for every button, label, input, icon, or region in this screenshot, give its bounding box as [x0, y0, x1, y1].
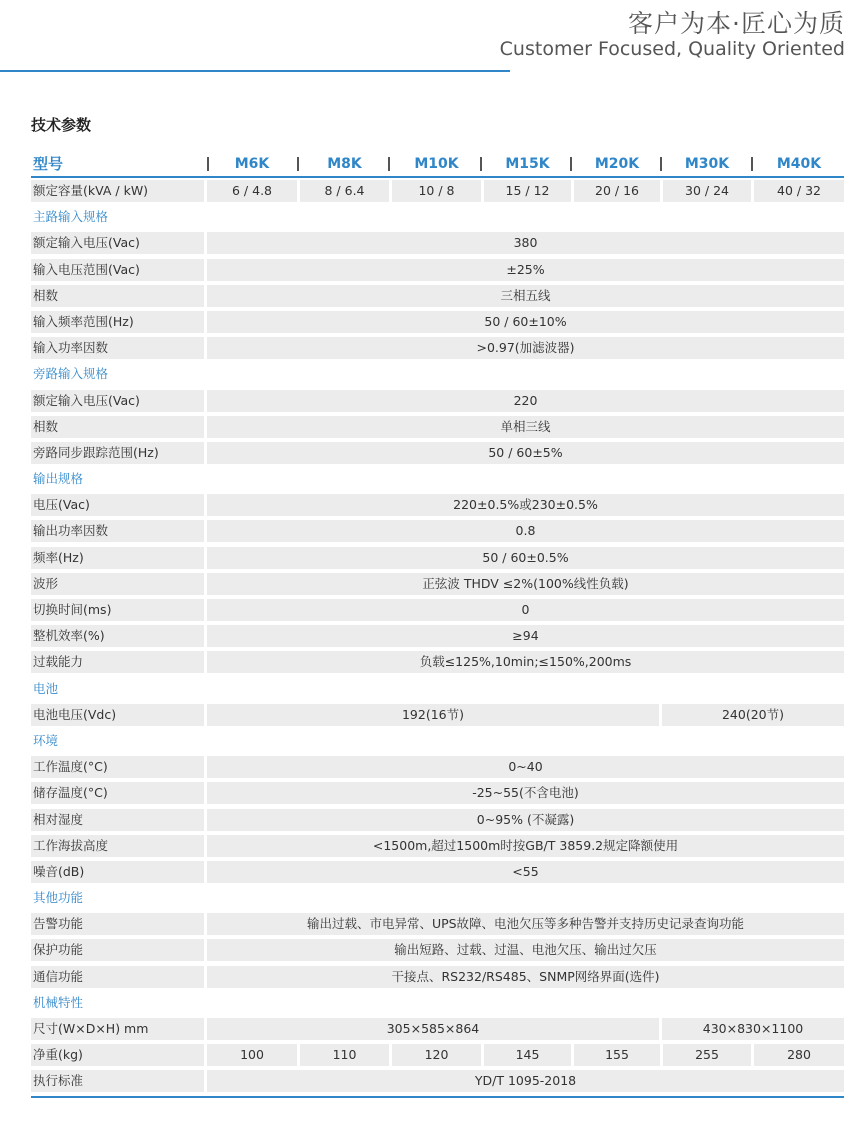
row-value: 120	[392, 1044, 481, 1066]
table-row	[31, 545, 844, 571]
row-label: 输入功率因数	[31, 337, 204, 359]
section-title: 技术参数	[31, 116, 92, 134]
table-row	[31, 833, 844, 859]
row-value: 50 / 60±0.5%	[207, 547, 844, 569]
model-name: M20K	[594, 156, 640, 172]
row-value: 280	[754, 1044, 844, 1066]
model-name: M8K	[327, 156, 362, 172]
row-label: 额定输入电压(Vac)	[31, 232, 204, 254]
table-row	[31, 597, 844, 623]
separator	[480, 157, 482, 171]
row-label: 额定输入电压(Vac)	[31, 390, 204, 412]
model-label: 型号	[33, 155, 64, 173]
row-label: 切换时间(ms)	[31, 599, 204, 621]
separator	[388, 157, 390, 171]
table-row	[31, 964, 844, 990]
model-name: M6K	[234, 156, 270, 172]
row-label: 相对湿度	[31, 809, 204, 831]
row-value: 192(16节)	[207, 704, 659, 726]
table-row	[31, 178, 844, 204]
row-value: ≥94	[207, 625, 844, 647]
row-value: 110	[300, 1044, 389, 1066]
row-label: 输入电压范围(Vac)	[31, 259, 204, 281]
row-value: 输出短路、过载、过温、电池欠压、输出过欠压	[207, 939, 844, 961]
row-value: 单相三线	[207, 416, 844, 438]
row-label: 告警功能	[31, 913, 204, 935]
row-value: 100	[207, 1044, 297, 1066]
spec-table	[31, 152, 844, 1098]
table-row	[31, 1016, 844, 1042]
header-rule	[0, 70, 510, 72]
table-row	[31, 702, 844, 728]
row-value: 220±0.5%或230±0.5%	[207, 494, 844, 516]
group-header	[31, 361, 844, 387]
row-label: 相数	[31, 285, 204, 307]
row-label: 相数	[31, 416, 204, 438]
row-label: 通信功能	[31, 966, 204, 988]
row-value: 50 / 60±10%	[207, 311, 844, 333]
row-value: 30 / 24	[663, 180, 751, 202]
row-value: 8 / 6.4	[300, 180, 389, 202]
table-row	[31, 649, 844, 675]
row-label: 净重(kg)	[31, 1044, 204, 1066]
group-title: 旁路输入规格	[33, 366, 109, 382]
table-row	[31, 492, 844, 518]
table-row	[31, 1068, 844, 1098]
model-name: M15K	[505, 156, 550, 172]
table-row	[31, 859, 844, 885]
row-value: 220	[207, 390, 844, 412]
row-label: 电压(Vac)	[31, 494, 204, 516]
group-header	[31, 466, 844, 492]
model-name: M30K	[684, 156, 730, 172]
row-value: 50 / 60±5%	[207, 442, 844, 464]
table-row	[31, 440, 844, 466]
row-label: 旁路同步跟踪范围(Hz)	[31, 442, 204, 464]
table-row	[31, 623, 844, 649]
table-row	[31, 780, 844, 806]
slogan-en: Customer Focused, Quality Oriented	[499, 38, 845, 60]
row-label: 频率(Hz)	[31, 547, 204, 569]
row-label: 保护功能	[31, 939, 204, 961]
table-row	[31, 1042, 844, 1068]
table-row	[31, 335, 844, 361]
group-title: 主路输入规格	[33, 209, 109, 225]
separator	[660, 157, 662, 171]
table-row	[31, 571, 844, 597]
row-label: 电池电压(Vdc)	[31, 704, 204, 726]
row-value: 430×830×1100	[662, 1018, 844, 1040]
group-title: 电池	[33, 680, 59, 696]
row-value: YD/T 1095-2018	[207, 1070, 844, 1092]
row-value: 305×585×864	[207, 1018, 659, 1040]
row-label: 执行标准	[31, 1070, 204, 1092]
row-label: 噪音(dB)	[31, 861, 204, 883]
row-value: 三相五线	[207, 285, 844, 307]
row-value: 155	[574, 1044, 660, 1066]
row-value: 10 / 8	[392, 180, 481, 202]
row-value: 240(20节)	[662, 704, 844, 726]
row-label: 工作温度(°C)	[31, 756, 204, 778]
row-value: <1500m,超过1500m时按GB/T 3859.2规定降额使用	[207, 835, 844, 857]
row-label: 工作海拔高度	[31, 835, 204, 857]
row-label: 尺寸(W×D×H) mm	[31, 1018, 204, 1040]
row-value: 0	[207, 599, 844, 621]
separator	[751, 157, 753, 171]
row-value: 0~95% (不凝露)	[207, 809, 844, 831]
row-value: ±25%	[207, 259, 844, 281]
group-header	[31, 990, 844, 1016]
table-row	[31, 388, 844, 414]
group-title: 环境	[33, 732, 59, 748]
separator	[570, 157, 572, 171]
group-header	[31, 885, 844, 911]
table-row	[31, 754, 844, 780]
row-label: 整机效率(%)	[31, 625, 204, 647]
model-name: M40K	[776, 156, 822, 172]
row-value: 40 / 32	[754, 180, 844, 202]
row-value: 正弦波 THDV ≤2%(100%线性负载)	[207, 573, 844, 595]
row-value: 负载≤125%,10min;≤150%,200ms	[207, 651, 844, 673]
row-value: 380	[207, 232, 844, 254]
group-header	[31, 676, 844, 702]
model-name: M10K	[414, 156, 459, 172]
row-value: 20 / 16	[574, 180, 660, 202]
row-label: 输出功率因数	[31, 520, 204, 542]
slogan-cn: 客户为本·匠心为质	[628, 9, 845, 38]
table-row	[31, 911, 844, 937]
group-title: 输出规格	[33, 471, 84, 487]
table-row	[31, 230, 844, 256]
row-value: 255	[663, 1044, 751, 1066]
row-value: >0.97(加滤波器)	[207, 337, 844, 359]
table-row	[31, 807, 844, 833]
table-row	[31, 518, 844, 544]
model-header-row	[31, 152, 844, 178]
row-label: 过载能力	[31, 651, 204, 673]
table-row	[31, 309, 844, 335]
row-value: 输出过载、市电异常、UPS故障、电池欠压等多种告警并支持历史记录查询功能	[207, 913, 844, 935]
row-label: 输入频率范围(Hz)	[31, 311, 204, 333]
table-row	[31, 257, 844, 283]
group-header	[31, 728, 844, 754]
row-value: 干接点、RS232/RS485、SNMP网络界面(选件)	[207, 966, 844, 988]
row-value: 0~40	[207, 756, 844, 778]
group-title: 机械特性	[33, 994, 84, 1010]
row-value: -25~55(不含电池)	[207, 782, 844, 804]
group-header	[31, 204, 844, 230]
row-value: 145	[484, 1044, 571, 1066]
row-label: 额定容量(kVA / kW)	[31, 180, 204, 202]
separator	[297, 157, 299, 171]
row-value: <55	[207, 861, 844, 883]
table-row	[31, 937, 844, 963]
row-value: 0.8	[207, 520, 844, 542]
table-row	[31, 414, 844, 440]
row-value: 15 / 12	[484, 180, 571, 202]
row-label: 波形	[31, 573, 204, 595]
row-value: 6 / 4.8	[207, 180, 297, 202]
group-title: 其他功能	[33, 890, 84, 906]
row-label: 储存温度(°C)	[31, 782, 204, 804]
table-row	[31, 283, 844, 309]
